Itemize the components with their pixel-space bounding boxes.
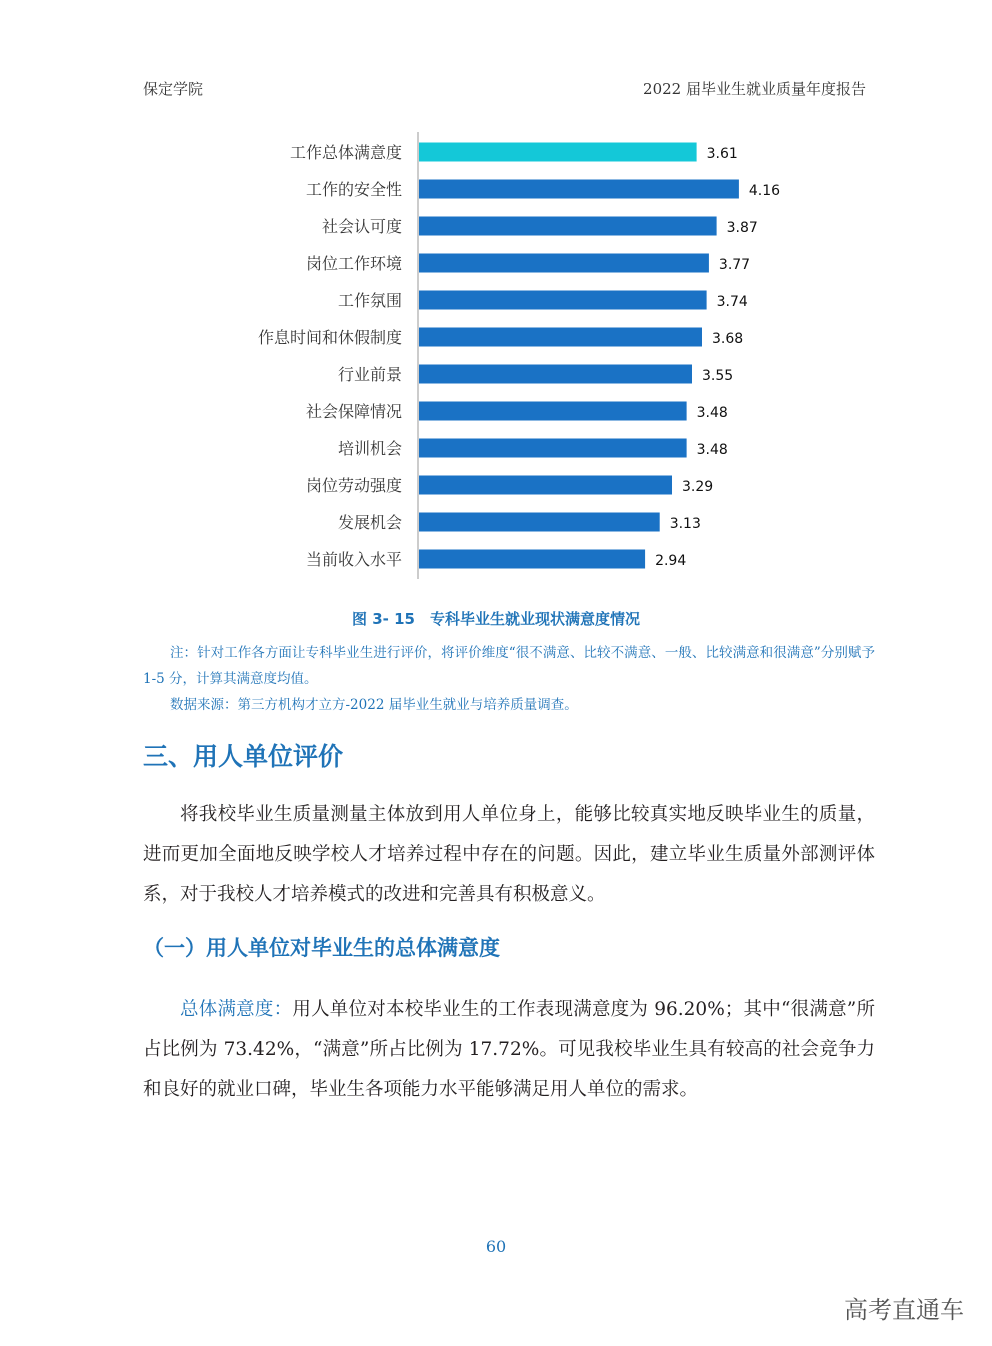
bar-value-label: 3.48 [696, 405, 728, 421]
bar-value-label: 3.29 [682, 479, 714, 495]
category-label: 行业前景 [337, 365, 402, 384]
bar [419, 365, 692, 384]
category-label: 社会认可度 [321, 217, 402, 236]
data-source: 数据来源：第三方机构才立方-2022 届毕业生就业与培养质量调查。 [170, 697, 578, 713]
category-label: 社会保障情况 [305, 402, 402, 421]
bar-value-label: 3.61 [706, 146, 738, 162]
category-label: 发展机会 [337, 513, 402, 532]
bar-value-label: 3.48 [696, 442, 728, 458]
category-label: 工作的安全性 [305, 180, 402, 199]
category-label: 工作氛围 [337, 291, 402, 310]
bar-value-label: 3.87 [726, 220, 758, 236]
section-title: 三、用人单位评价 [143, 742, 344, 771]
bar [419, 254, 709, 273]
bar-value-label: 4.16 [748, 183, 781, 199]
bar [419, 291, 707, 310]
category-label: 工作总体满意度 [289, 143, 402, 162]
bar-value-label: 3.74 [716, 294, 748, 310]
satisfaction-bar-chart [0, 128, 992, 588]
keyword-overall-satisfaction: 总体满意度： [180, 999, 293, 1020]
bar [419, 328, 702, 347]
page-number: 60 [485, 1237, 507, 1256]
bar [419, 550, 645, 569]
subsection-title: （一）用人单位对毕业生的总体满意度 [143, 936, 500, 960]
category-label: 岗位劳动强度 [305, 476, 402, 495]
subsection-paragraph [143, 990, 875, 1110]
bar [419, 476, 672, 495]
bar-value-label: 3.13 [669, 516, 701, 532]
bar [419, 143, 697, 162]
section-paragraph: 将我校毕业生质量测量主体放到用人单位身上，能够比较真实地反映毕业生的质量，进而更加全面地反映学校人才培养过程中存在的问题。因此，建立毕业生质量外部测评体系，对于我校人才培养模式的改进和完善具有积极意义。 [143, 804, 875, 905]
category-label: 培训机会 [337, 439, 402, 458]
bar-value-label: 2.94 [655, 553, 687, 569]
category-label: 岗位工作环境 [305, 254, 402, 273]
bar [419, 439, 687, 458]
category-label: 作息时间和休假制度 [257, 328, 402, 347]
bar [419, 217, 717, 236]
header-school-name: 保定学院 [143, 80, 204, 98]
category-label: 当前收入水平 [305, 550, 402, 569]
bar [419, 180, 739, 199]
bar-value-label: 3.77 [718, 257, 751, 273]
bar-value-label: 3.68 [711, 331, 744, 347]
bar [419, 513, 660, 532]
bar [419, 402, 687, 421]
figure-caption: 图 3- 15 专科毕业生就业现状满意度情况 [352, 610, 640, 628]
subsection-paragraph-text: 用人单位对本校毕业生的工作表现满意度为 96.20%；其中“很满意”所占比例为 73.42%，“满意”所占比例为 17.72%。可见我校毕业生具有较高的社会竞争力和良好的就业口碑，毕业生各项能力水平能够满足用人单位的需求。 [143, 999, 875, 1100]
figure-note: 注：针对工作各方面让专科毕业生进行评价，将评价维度“很不满意、比较不满意、一般、比较满意和很满意”分别赋予 1-5 分，计算其满意度均值。 [143, 645, 875, 687]
watermark: 高考直通车 [844, 1296, 964, 1324]
bar-value-label: 3.55 [701, 368, 734, 384]
header-report-title: 2022 届毕业生就业质量年度报告 [643, 80, 866, 98]
